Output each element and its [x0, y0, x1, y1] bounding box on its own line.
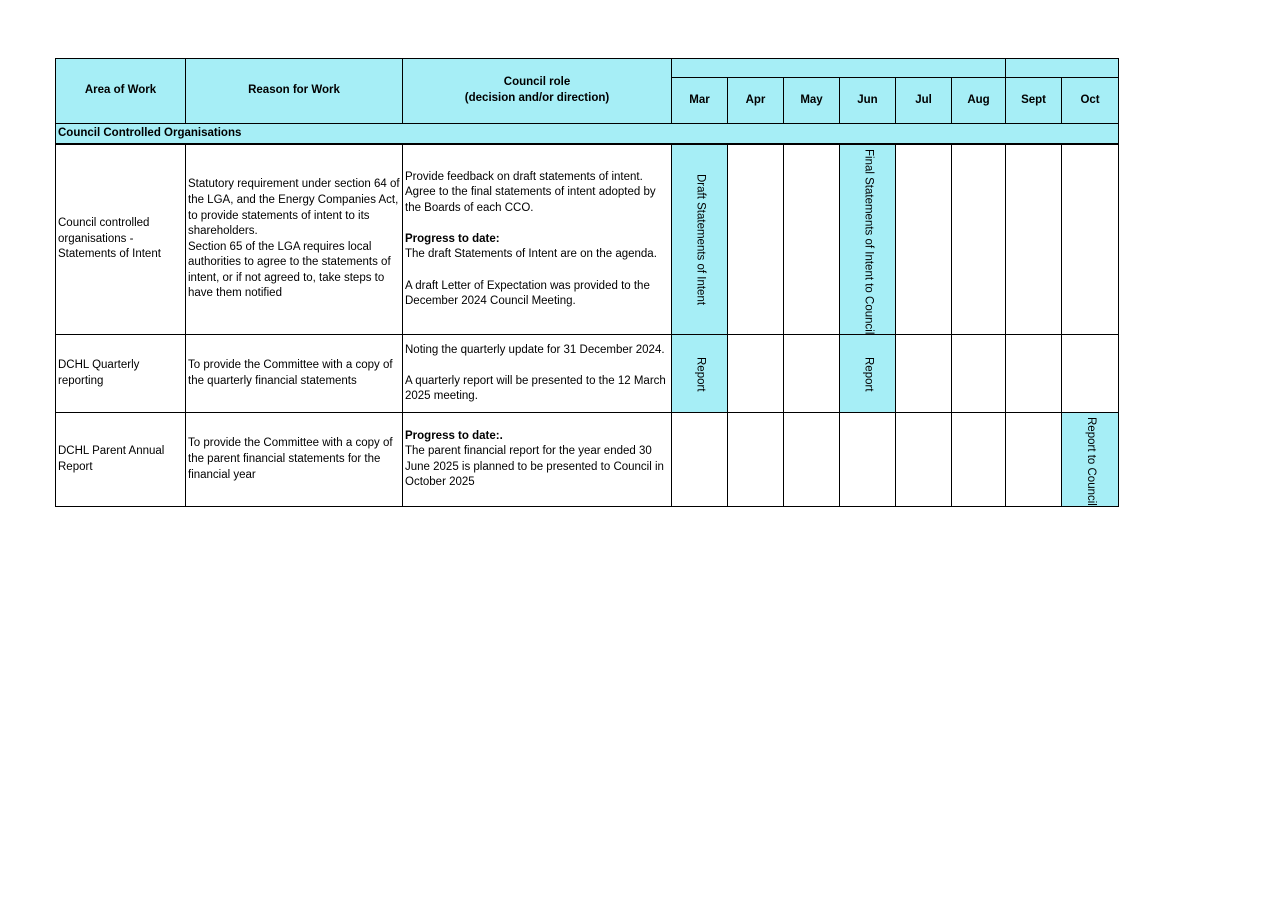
- row-council-role: [403, 413, 672, 507]
- row-council-role: [403, 144, 672, 335]
- header-area-of-work: Area of Work: [56, 59, 186, 124]
- role-p1: Noting the quarterly update for 31 December 2024.: [405, 343, 665, 356]
- cell-may: [784, 335, 840, 413]
- oct-marker-text: Report to Council: [1084, 417, 1097, 507]
- month-oct: Oct: [1062, 78, 1119, 124]
- header-council-role-line1: Council role: [503, 76, 571, 89]
- cell-mar-marker: [672, 144, 728, 335]
- cell-aug: [952, 413, 1006, 507]
- month-jun: Jun: [840, 78, 896, 124]
- cell-sept: [1006, 144, 1062, 335]
- month-apr: Apr: [728, 78, 784, 124]
- row-council-role: [403, 335, 672, 413]
- row-reason-p2: Section 65 of the LGA requires local authorities to agree to the statements of intent, or if not agreed to, take steps to have them notified: [188, 240, 391, 300]
- cell-jun: [840, 413, 896, 507]
- cell-mar-marker: [672, 335, 728, 413]
- table-row: [56, 144, 1119, 335]
- role-p4: A draft Letter of Expectation was provided to the December 2024 Council Meeting.: [405, 279, 650, 308]
- cell-jul: [896, 335, 952, 413]
- row-reason: [186, 144, 403, 335]
- row-area: DCHL Quarterly reporting: [56, 335, 186, 413]
- cell-oct-marker: [1062, 413, 1119, 507]
- cell-may: [784, 413, 840, 507]
- month-may: May: [784, 78, 840, 124]
- jun-marker-text: Final Statements of Intent to Council: [862, 149, 875, 335]
- cell-jul: [896, 144, 952, 335]
- row-area: Council controlled organisations - Statements of Intent: [56, 144, 186, 335]
- table-row: [56, 413, 1119, 507]
- progress-label: Progress to date:.: [405, 429, 503, 442]
- cell-jun-marker: [840, 335, 896, 413]
- role-p3: The draft Statements of Intent are on the agenda.: [405, 248, 657, 261]
- cell-jun-marker: [840, 144, 896, 335]
- month-sept: Sept: [1006, 78, 1062, 124]
- table-row: [56, 335, 1119, 413]
- work-programme-table: [55, 58, 1119, 507]
- row-area: DCHL Parent Annual Report: [56, 413, 186, 507]
- cell-aug: [952, 335, 1006, 413]
- cell-jul: [896, 413, 952, 507]
- header-council-role-line2: (decision and/or direction): [464, 92, 610, 104]
- header-row: [56, 59, 1119, 78]
- role-p1: Provide feedback on draft statements of intent.: [405, 170, 643, 183]
- cell-aug: [952, 144, 1006, 335]
- cell-sept: [1006, 335, 1062, 413]
- row-reason: To provide the Committee with a copy of the parent financial statements for the financial year: [186, 413, 403, 507]
- month-mar: Mar: [672, 78, 728, 124]
- section-title: Council Controlled Organisations: [56, 124, 1119, 145]
- header-month-group-1: [672, 59, 1006, 78]
- cell-apr: [728, 413, 784, 507]
- header-month-group-2: [1006, 59, 1119, 78]
- cell-mar: [672, 413, 728, 507]
- month-aug: Aug: [952, 78, 1006, 124]
- cell-apr: [728, 335, 784, 413]
- role-p2: A quarterly report will be presented to the 12 March 2025 meeting.: [405, 374, 666, 403]
- jun-marker-text: Report: [862, 356, 875, 392]
- cell-may: [784, 144, 840, 335]
- cell-apr: [728, 144, 784, 335]
- cell-oct: [1062, 144, 1119, 335]
- month-jul: Jul: [896, 78, 952, 124]
- role-p1: The parent financial report for the year ended 30 June 2025 is planned to be presented to Council in October 2025: [405, 445, 664, 489]
- header-council-role: [403, 59, 672, 124]
- row-reason: To provide the Committee with a copy of the quarterly financial statements: [186, 335, 403, 413]
- mar-marker-text: Report: [694, 356, 707, 392]
- mar-marker-text: Draft Statements of Intent: [694, 174, 707, 306]
- cell-oct: [1062, 335, 1119, 413]
- section-row: [56, 124, 1119, 145]
- progress-label: Progress to date:: [405, 232, 500, 245]
- cell-sept: [1006, 413, 1062, 507]
- header-reason-for-work: Reason for Work: [186, 59, 403, 124]
- row-reason-p1: Statutory requirement under section 64 of the LGA, and the Energy Companies Act, to provide statements of intent to its shareholders.: [188, 178, 400, 238]
- role-p2: Agree to the final statements of intent adopted by the Boards of each CCO.: [405, 186, 656, 214]
